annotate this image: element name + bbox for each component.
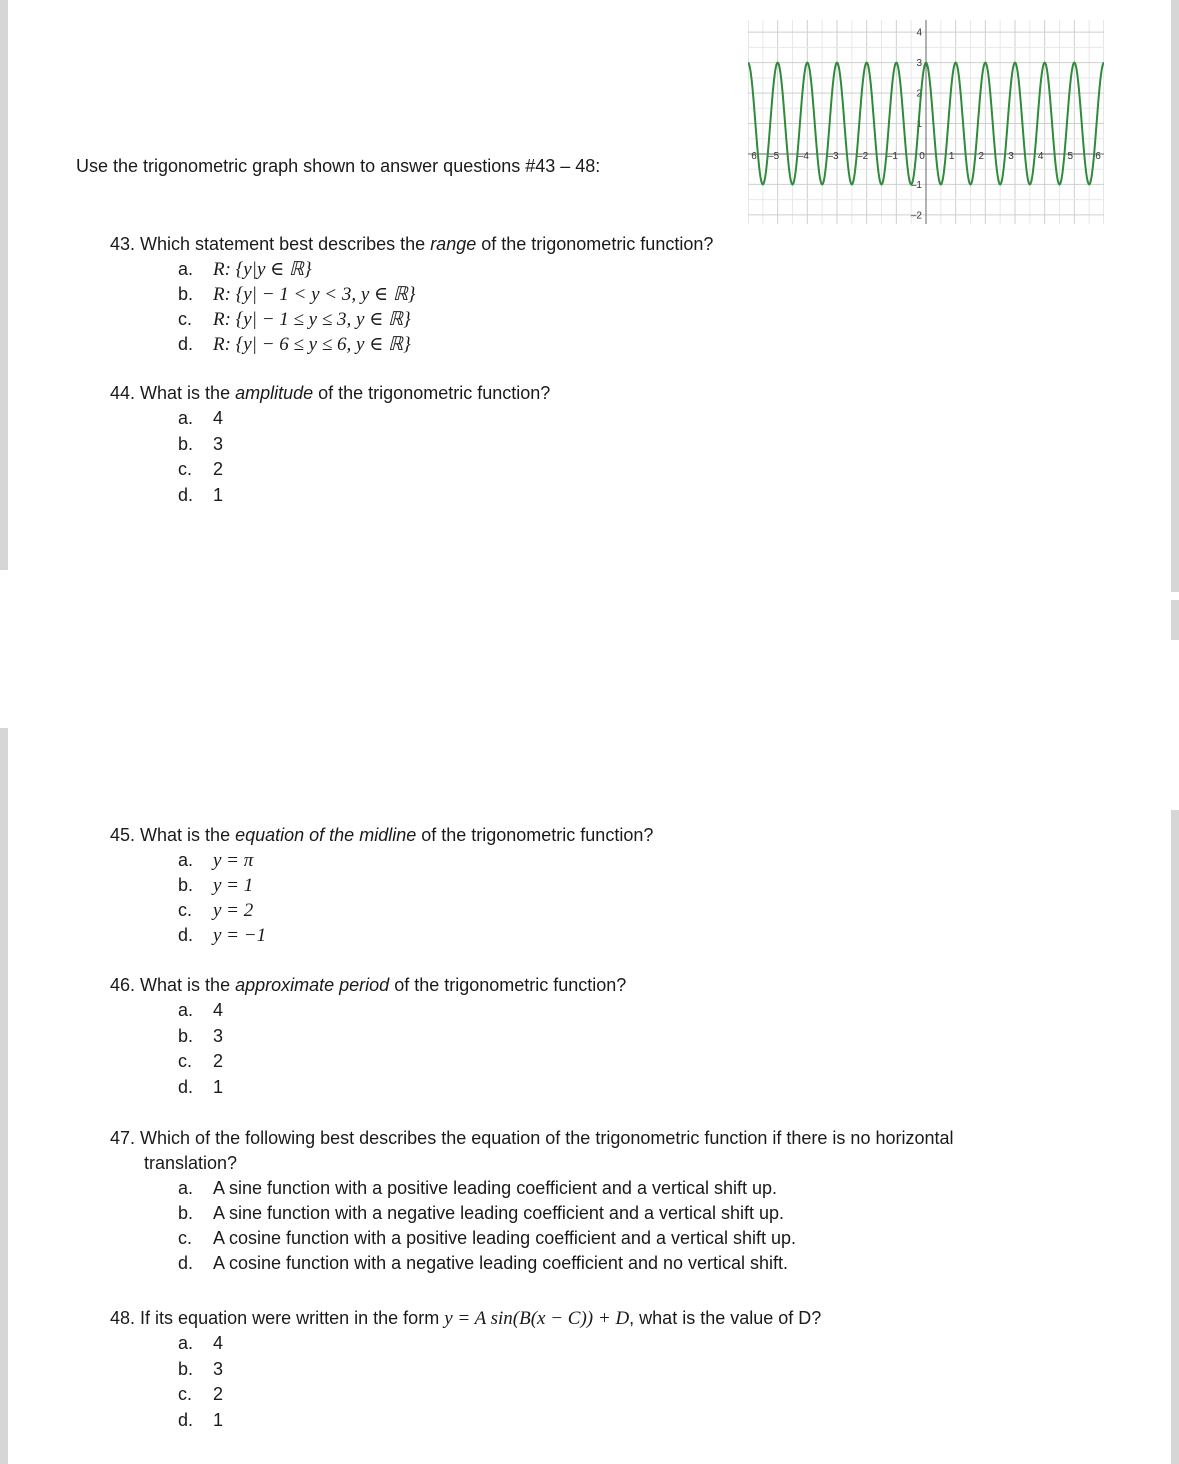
answer-option[interactable]: d. 1: [178, 484, 224, 505]
y-tick-label: 2: [916, 88, 922, 100]
x-tick-label: 6: [751, 150, 757, 162]
answer-option[interactable]: c. 2: [178, 459, 224, 479]
x-tick-label: –4: [797, 150, 809, 162]
question-46-stem: 46. What is the approximate period of the trigonometric function?: [110, 975, 627, 995]
answer-option[interactable]: a. 4: [178, 1000, 224, 1020]
question-43-stem: 43. Which statement best describes the range of the trigonometric function?: [110, 234, 714, 254]
graph-axes: [748, 20, 1104, 224]
x-tick-label: –1: [886, 150, 898, 162]
answer-option[interactable]: c. R: {y| − 1 ≤ y ≤ 3, y ∈ ℝ}: [178, 309, 411, 330]
answer-option[interactable]: a. A sine function with a positive leading coefficient and a vertical shift up.: [178, 1178, 778, 1198]
answer-option[interactable]: a. 4: [178, 1333, 224, 1353]
question-45-stem: 45. What is the equation of the midline of the trigonometric function?: [110, 825, 654, 845]
y-tick-label: 1: [916, 119, 922, 131]
answer-option[interactable]: b. R: {y| − 1 < y < 3, y ∈ ℝ}: [178, 284, 416, 305]
right-page-edge-mid: [1171, 600, 1179, 640]
y-tick-labels: [911, 28, 923, 222]
x-tick-label: –5: [768, 150, 780, 162]
answer-option[interactable]: d. A cosine function with a negative leading coefficient and no vertical shift.: [178, 1253, 789, 1273]
answer-option[interactable]: b. A sine function with a negative leading coefficient and a vertical shift up.: [178, 1203, 785, 1223]
question-47-stem: 47. Which of the following best describes the equation of the trigonometric function if there is no horizontal: [110, 1128, 954, 1148]
answer-option[interactable]: c. 2: [178, 1051, 224, 1071]
question-48: [110, 1306, 1110, 1433]
x-tick-label: 0: [919, 150, 925, 162]
question-47-stem-continued: translation?: [144, 1153, 238, 1173]
question-44: [110, 381, 1110, 508]
question-48-stem: 48. If its equation were written in the form y = A sin(B(x − C)) + D, what is the value of D?: [110, 1308, 822, 1329]
question-45: [110, 823, 1110, 948]
answer-option[interactable]: d. R: {y| − 6 ≤ y ≤ 6, y ∈ ℝ}: [178, 334, 411, 355]
x-tick-label: 6: [1095, 150, 1101, 162]
answer-option[interactable]: a. R: {y|y ∈ ℝ}: [178, 259, 312, 280]
answer-option[interactable]: d. y = −1: [178, 925, 267, 946]
question-46: [110, 973, 1110, 1100]
x-tick-label: –3: [827, 150, 839, 162]
answer-option[interactable]: a. y = π: [178, 850, 254, 871]
answer-option[interactable]: c. 2: [178, 1384, 224, 1404]
x-tick-label: 3: [1008, 150, 1014, 162]
x-tick-label: 2: [978, 150, 985, 162]
left-page-edge-top: [0, 0, 8, 570]
answer-option[interactable]: a. 4: [178, 408, 224, 428]
y-tick-label: –1: [910, 179, 922, 191]
answer-option[interactable]: c. y = 2: [178, 900, 254, 921]
y-tick-label: 3: [916, 58, 922, 70]
question-47: [110, 1126, 1110, 1276]
answer-option[interactable]: b. 3: [178, 1358, 224, 1379]
right-page-edge-top: [1171, 0, 1179, 592]
question-43: [110, 232, 1110, 357]
question-44-stem: 44. What is the amplitude of the trigonometric function?: [110, 383, 551, 403]
instructions: Use the trigonometric graph shown to answer questions #43 – 48:: [76, 156, 601, 176]
answer-option[interactable]: b. 3: [178, 433, 224, 454]
x-tick-label: 4: [1037, 150, 1044, 162]
x-tick-label: 1: [948, 150, 955, 162]
answer-option[interactable]: b. y = 1: [178, 875, 254, 896]
answer-option[interactable]: c. A cosine function with a positive leading coefficient and a vertical shift up.: [178, 1228, 797, 1248]
answer-option[interactable]: b. 3: [178, 1025, 224, 1046]
right-page-edge-bottom: [1171, 810, 1179, 1464]
answer-option[interactable]: d. 1: [178, 1409, 224, 1430]
y-tick-label: –2: [910, 210, 922, 222]
y-tick-label: 4: [916, 27, 922, 39]
answer-option[interactable]: d. 1: [178, 1076, 224, 1097]
x-tick-label: 5: [1067, 150, 1074, 162]
x-tick-label: –2: [857, 150, 869, 162]
trig-graph: [748, 20, 1104, 224]
left-page-edge-bottom: [0, 728, 8, 1464]
